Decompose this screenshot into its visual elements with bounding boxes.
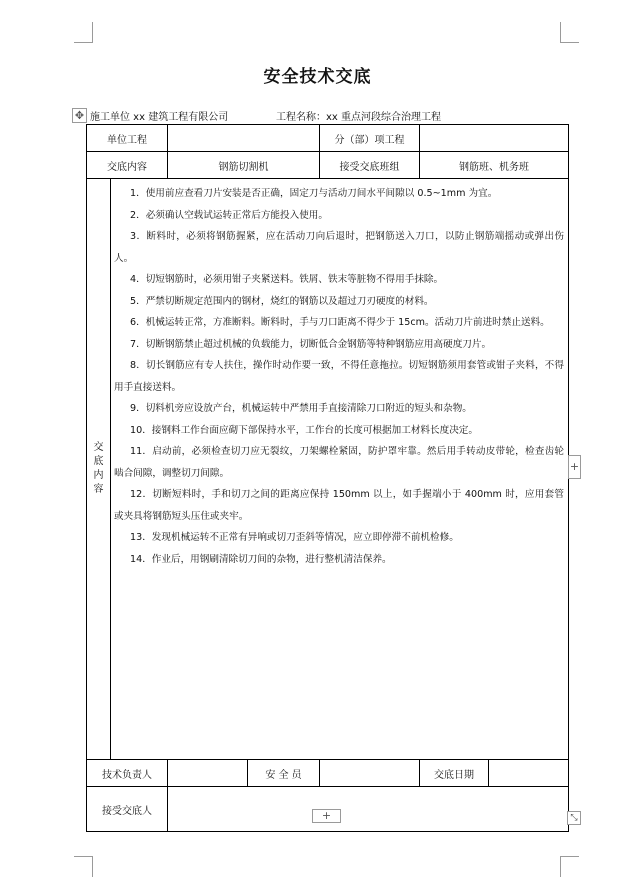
disclosure-date-label: 交底日期 bbox=[434, 769, 474, 781]
table-resize-icon[interactable]: ⤡ bbox=[567, 811, 581, 825]
content-paragraph: 9．切料机旁应设放产台，机械运转中严禁用手直接清除刀口附近的短头和杂物。 bbox=[130, 403, 472, 414]
content-paragraph: 3．断料时，必须将钢筋握紧，应在活动刀向后退时，把钢筋送入刀口，以防止钢筋端摇动或弹出伤人。 bbox=[114, 231, 564, 264]
content-paragraph: 11．启动前，必须检查切刀应无裂纹，刀架螺栓紧固，防护罩牢靠。然后用手转动皮带轮，检查齿轮啮合间隙，调整切刀间隙。 bbox=[114, 446, 564, 479]
content-paragraph: 5．严禁切断规定范围内的钢材，烧红的钢筋以及超过刀刃硬度的材料。 bbox=[130, 295, 434, 307]
unit-project-label: 单位工程 bbox=[87, 125, 168, 152]
table-row bbox=[87, 152, 569, 179]
receiver-value[interactable] bbox=[168, 787, 569, 832]
project-name: 工程名称：xx 重点河段综合治理工程 bbox=[276, 112, 442, 123]
add-column-icon[interactable]: + bbox=[568, 455, 581, 479]
tech-lead-value[interactable] bbox=[168, 760, 248, 787]
table-row bbox=[87, 125, 569, 152]
content-paragraph: 14．作业后，用钢刷清除切刀间的杂物，进行整机清洁保养。 bbox=[130, 553, 392, 565]
disclosure-table bbox=[86, 124, 569, 832]
unit-project-value[interactable] bbox=[168, 125, 320, 152]
side-label-char: 容 bbox=[93, 484, 104, 495]
receiving-team-label: 接受交底班组 bbox=[320, 152, 420, 179]
table-row bbox=[87, 179, 569, 760]
crop-mark-bottom-right bbox=[560, 856, 579, 877]
content-paragraph: 4．切短钢筋时，必须用钳子夹紧送料。铁屑、铁末等脏物不得用手抹除。 bbox=[130, 274, 444, 285]
side-label-char: 交 bbox=[93, 442, 104, 453]
add-row-icon[interactable]: + bbox=[312, 809, 341, 823]
content-paragraph: 12．切断短料时，手和切刀之间的距离应保持 150mm 以上，如手握端小于 400mm 时，应用套管或夹具将钢筋短头压住或夹牢。 bbox=[114, 489, 564, 522]
subproject-value[interactable] bbox=[420, 125, 569, 152]
crop-mark-top-right bbox=[560, 22, 579, 43]
content-paragraph: 2．必须确认空载试运转正常后方能投入使用。 bbox=[130, 209, 328, 221]
receiving-team-value[interactable]: 钢筋班、机务班 bbox=[420, 152, 569, 179]
safety-officer-value[interactable] bbox=[320, 760, 420, 787]
content-paragraph: 6．机械运转正常，方准断料。断料时，手与刀口距离不得少于 15cm。活动刀片前进时禁止送料。 bbox=[130, 317, 550, 328]
tech-lead-label: 技术负责人 bbox=[87, 760, 168, 787]
crop-mark-bottom-left bbox=[74, 856, 93, 877]
side-label-char: 内 bbox=[93, 470, 104, 481]
disclosure-date-cell bbox=[420, 760, 569, 787]
safety-officer-label: 安 全 员 bbox=[248, 760, 320, 787]
table-move-icon[interactable]: ✥ bbox=[72, 108, 87, 123]
content-paragraph: 10．接钢料工作台面应砌下部保持水平，工作台的长度可根据加工材料长度决定。 bbox=[130, 424, 478, 436]
construction-unit: 施工单位 xx 建筑工程有限公司 bbox=[90, 112, 229, 123]
subproject-label: 分（部）项工程 bbox=[320, 125, 420, 152]
content-paragraph: 1．使用前应查看刀片安装是否正确，固定刀与活动刀间水平间隙以 0.5~1mm 为宜。 bbox=[130, 188, 498, 199]
disclosure-content-body[interactable] bbox=[111, 179, 569, 760]
receiver-label: 接受交底人 bbox=[87, 787, 168, 832]
content-side-label bbox=[87, 179, 111, 760]
document-title: 安全技术交底 bbox=[263, 67, 372, 87]
content-paragraph: 8．切长钢筋应有专人扶住，操作时动作要一致，不得任意拖拉。切短钢筋须用套管或钳子夹料，不得用手直接送料。 bbox=[114, 360, 564, 393]
disclosure-date-value[interactable] bbox=[488, 760, 568, 786]
content-paragraph: 13．发现机械运转不正常有异响或切刀歪斜等情况，应立即停滞不前机检修。 bbox=[130, 532, 459, 543]
crop-mark-top-left bbox=[74, 22, 93, 43]
disclosure-content-value[interactable]: 钢筋切割机 bbox=[168, 152, 320, 179]
side-label-char: 底 bbox=[93, 456, 104, 467]
content-paragraph: 7．切断钢筋禁止超过机械的负载能力，切断低合金钢筋等特种钢筋应用高硬度刀片。 bbox=[130, 338, 492, 350]
table-row bbox=[87, 760, 569, 787]
disclosure-content-label: 交底内容 bbox=[87, 152, 168, 179]
